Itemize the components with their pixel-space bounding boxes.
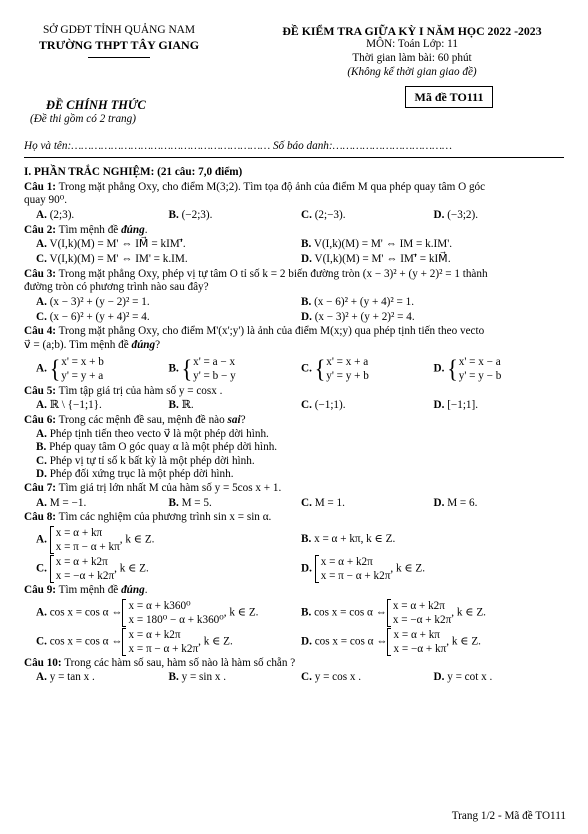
name-field-row: Họ và tên:…………………………………………………… Số báo danh:……………………………… — [24, 140, 452, 152]
option-text: V(I,k)(M) = M' ⇔ IM'⃗ = kIM⃗. — [314, 252, 451, 265]
option-letter: B. — [168, 208, 179, 221]
option-text: Phép đối xứng trục là một phép dời hình. — [49, 468, 234, 481]
option-d[interactable] — [434, 355, 567, 383]
options — [24, 555, 566, 583]
option-letter: A. — [36, 606, 47, 619]
option-c[interactable] — [301, 209, 434, 223]
question-text-end: . — [144, 223, 148, 236]
option-d[interactable] — [434, 497, 567, 511]
question-10 — [24, 657, 566, 671]
options — [24, 209, 566, 223]
brace-icon: { — [181, 353, 193, 383]
option-suffix: , k ∈ Z. — [446, 635, 481, 648]
question-text: Trong mặt phẳng Oxy, cho điểm M(3;2). Tìm tọa độ ảnh của điểm M qua phép quay tâm O góc — [56, 180, 486, 193]
option-b[interactable] — [24, 441, 566, 455]
option-text: (x − 6)² + (y + 4)² = 1. — [314, 295, 415, 308]
question-label: Câu 9: — [24, 584, 57, 597]
option-a[interactable] — [36, 526, 301, 554]
option-c[interactable] — [301, 355, 434, 383]
option-letter: D. — [301, 310, 312, 323]
equation-line: x' = x + b — [61, 355, 104, 368]
question-emphasis: sai — [227, 413, 241, 426]
questions — [24, 166, 566, 686]
bracket-icon — [50, 526, 54, 554]
option-text: (x − 3)² + (y + 2)² = 4. — [314, 310, 415, 323]
header-right — [262, 24, 562, 79]
option-letter: D. — [301, 562, 312, 575]
question-text: Trong mặt phẳng Oxy, cho điểm M'(x';y') là ảnh của điểm M(x;y) qua phép tịnh tiến theo vecto — [56, 325, 485, 338]
option-letter: B. — [168, 399, 179, 412]
question-4 — [24, 325, 566, 339]
school-name: TRƯỜNG THPT TÂY GIANG — [38, 37, 200, 52]
question-2 — [24, 224, 566, 238]
option-letter: B. — [168, 496, 179, 509]
option-text: x = α + kπ, k ∈ Z. — [314, 533, 396, 546]
brace-icon: { — [314, 353, 326, 383]
equation-system — [50, 355, 104, 383]
question-9 — [24, 584, 566, 598]
option-suffix: , k ∈ Z. — [119, 533, 155, 546]
option-text: (−3;2). — [447, 208, 479, 221]
question-label: Câu 5: — [24, 384, 57, 397]
option-text: (x − 6)² + (y + 4)² = 4. — [49, 310, 150, 323]
equation-line: x = α + kπ — [55, 527, 103, 540]
option-a[interactable] — [36, 355, 169, 383]
equation-line: x' = a − x — [193, 355, 236, 368]
bracket-icon — [122, 628, 126, 656]
option-text: y = tan x . — [49, 671, 95, 684]
equation-set — [122, 599, 223, 627]
option-c[interactable] — [301, 671, 434, 685]
equation-system — [182, 355, 236, 383]
option-d[interactable] — [24, 468, 566, 482]
equation-line: x = 180⁰ − α + k360⁰ — [128, 613, 224, 626]
question-label: Câu 2: — [24, 223, 57, 236]
question-5 — [24, 385, 566, 399]
equation-line: y' = y − b — [458, 369, 502, 382]
option-text: (−2;3). — [181, 208, 213, 221]
equation-line: x = −α + kπ — [393, 642, 447, 655]
question-3 — [24, 268, 566, 282]
option-text: (−1;1). — [314, 399, 346, 412]
equation-prefix: cos x = cos α ⇔ — [49, 606, 123, 619]
exam-code-box: Mã đề TO111 — [405, 86, 493, 108]
bracket-icon — [387, 599, 391, 627]
page-footer: Trang 1/2 - Mã đề TO111 — [451, 810, 566, 822]
option-suffix: , k ∈ Z. — [390, 562, 426, 575]
question-text: Tìm tập giá trị của hàm số y = cosx . — [56, 384, 223, 397]
options — [24, 253, 566, 267]
option-c[interactable] — [36, 253, 301, 267]
option-text: Phép vị tự tỉ số k bất kỳ là một phép dời hình. — [49, 454, 255, 467]
options — [24, 526, 566, 554]
question-label: Câu 3: — [24, 267, 57, 280]
equation-set — [122, 628, 198, 656]
option-text: ℝ. — [181, 399, 194, 412]
option-letter: C. — [301, 399, 312, 412]
option-text: y = cos x . — [314, 671, 362, 684]
question-7 — [24, 482, 566, 496]
question-text-cont — [24, 339, 566, 353]
option-c[interactable] — [301, 497, 434, 511]
question-emphasis: đúng — [131, 338, 156, 351]
equation-line: x = π − α + k2π — [320, 570, 391, 583]
option-text: (x − 3)² + (y − 2)² = 1. — [49, 295, 150, 308]
option-letter: B. — [36, 441, 47, 454]
header-left — [24, 24, 214, 58]
option-letter: C. — [36, 252, 47, 265]
pages-note: (Đề thi gồm có 2 trang) — [30, 113, 136, 125]
equation-set — [387, 599, 451, 627]
option-c[interactable] — [36, 311, 301, 325]
option-b[interactable] — [169, 671, 302, 685]
exam-title: ĐỀ KIỂM TRA GIỮA KỲ I NĂM HỌC 2022 -2023 — [282, 24, 542, 38]
question-text: Trong mặt phẳng Oxy, phép vị tự tâm O tỉ số k = 2 biến đường tròn (x − 3)² + (y + 2)² = 1 thành — [56, 267, 488, 280]
official-label: ĐỀ CHÍNH THỨC — [46, 98, 146, 112]
option-text: y = sin x . — [181, 671, 227, 684]
option-d[interactable] — [434, 399, 567, 413]
option-suffix: , k ∈ Z. — [198, 635, 233, 648]
option-c[interactable] — [301, 399, 434, 413]
question-6 — [24, 414, 566, 428]
equation-set — [50, 526, 120, 554]
question-text-end: . — [144, 584, 148, 597]
equation-line: y' = y + b — [326, 369, 369, 382]
option-text: (2;−3). — [314, 208, 346, 221]
option-text: V(I,k)(M) = M' ⇔ IM = k.IM'. — [313, 238, 453, 251]
option-b[interactable] — [301, 599, 566, 627]
section-title: I. PHẦN TRẮC NGHIỆM: (21 câu: 7,0 điểm) — [24, 166, 243, 178]
option-a[interactable] — [36, 296, 301, 310]
option-d[interactable] — [434, 209, 567, 223]
option-b[interactable] — [169, 355, 302, 383]
option-a[interactable] — [36, 497, 169, 511]
equation-set — [387, 628, 446, 656]
subject: MÔN: Toán Lớp: 11 — [366, 38, 458, 51]
option-b[interactable] — [169, 497, 302, 511]
option-letter: B. — [301, 533, 312, 546]
bracket-icon — [387, 628, 391, 656]
option-letter: C. — [301, 671, 312, 684]
option-letter: D. — [301, 635, 312, 648]
options — [24, 355, 566, 383]
equation-line: x = π − α + k2π — [128, 642, 199, 655]
option-a[interactable] — [36, 238, 301, 252]
equation-line: y' = b − y — [193, 369, 236, 382]
option-text: ℝ \ {−1;1}. — [49, 399, 102, 412]
bracket-icon — [122, 599, 126, 627]
options — [24, 628, 566, 656]
option-d[interactable] — [301, 311, 566, 325]
option-letter: A. — [36, 362, 47, 375]
bracket-icon — [315, 555, 319, 583]
option-letter: C. — [36, 562, 47, 575]
option-letter: A. — [36, 671, 47, 684]
question-text: Tìm mệnh đề — [56, 223, 122, 236]
option-d[interactable] — [301, 628, 566, 656]
equation-line: x = α + k2π — [55, 556, 108, 569]
option-letter: C. — [36, 454, 47, 467]
brace-icon: { — [447, 353, 458, 383]
equation-system — [447, 355, 501, 383]
option-letter: A. — [36, 533, 47, 546]
equation-line: x = π − α + kπ — [55, 541, 120, 554]
option-b[interactable] — [301, 238, 566, 252]
question-label: Câu 1: — [24, 180, 57, 193]
option-letter: A. — [36, 295, 47, 308]
option-letter: B. — [301, 606, 312, 619]
equation-line: y' = y + a — [61, 369, 104, 382]
option-a[interactable] — [24, 428, 566, 442]
question-text-end: ? — [240, 413, 246, 426]
option-letter: A. — [36, 399, 47, 412]
department: SỞ GDĐT TỈNH QUẢNG NAM — [42, 24, 196, 36]
option-suffix: , k ∈ Z. — [223, 606, 259, 619]
option-letter: D. — [433, 362, 445, 375]
question-text: Tìm giá trị lớn nhất M của hàm số y = 5cos x + 1. — [56, 482, 282, 495]
equation-prefix: cos x = cos α ⇔ — [49, 635, 123, 648]
option-b[interactable] — [169, 399, 302, 413]
question-text-end: ? — [155, 338, 161, 351]
divider — [24, 157, 564, 158]
option-c[interactable] — [24, 455, 566, 469]
option-letter: B. — [301, 295, 312, 308]
option-d[interactable] — [434, 671, 567, 685]
option-letter: C. — [301, 208, 312, 221]
equation-line: x = α + kπ — [393, 628, 440, 641]
option-letter: C. — [301, 496, 312, 509]
option-letter: A. — [36, 496, 47, 509]
equation-line: x' = x + a — [326, 355, 369, 368]
option-c[interactable] — [36, 555, 301, 583]
option-letter: A. — [36, 238, 47, 251]
equation-line: x = α + k2π — [320, 556, 373, 569]
time-note: (Không kể thời gian giao đề) — [347, 65, 477, 78]
option-text: M = 6. — [447, 496, 478, 509]
question-emphasis: đúng — [121, 584, 145, 597]
equation-system — [315, 355, 369, 383]
question-text-cont: đường tròn có phương trình nào sau đây? — [24, 281, 209, 294]
bracket-icon — [50, 555, 54, 583]
time-limit: Thời gian làm bài: 60 phút — [352, 52, 472, 65]
question-emphasis: đúng — [121, 223, 145, 236]
option-b[interactable] — [301, 533, 566, 547]
question-1 — [24, 181, 566, 195]
option-text: V(I,k)(M) = M' ⇔ IM⃗ = kIM'⃗. — [49, 238, 186, 251]
equation-set — [50, 555, 114, 583]
equation-line: x = α + k2π — [392, 599, 445, 612]
question-8 — [24, 511, 566, 525]
option-letter: B. — [168, 362, 179, 375]
option-letter: D. — [301, 252, 312, 265]
option-suffix: , k ∈ Z. — [451, 606, 486, 619]
option-d[interactable] — [301, 555, 566, 583]
option-text: [−1;1]. — [447, 399, 479, 412]
divider — [88, 57, 150, 58]
question-text: v⃗ = (a;b). Tìm mệnh đề — [24, 338, 132, 351]
option-suffix: , k ∈ Z. — [114, 562, 149, 575]
options — [24, 296, 566, 310]
question-label: Câu 8: — [24, 511, 57, 524]
option-text: (2;3). — [49, 208, 75, 221]
option-a[interactable] — [36, 209, 169, 223]
question-text: Tìm mệnh đề — [56, 584, 122, 597]
option-letter: D. — [36, 468, 47, 481]
option-letter: D. — [433, 399, 445, 412]
options — [24, 599, 566, 627]
question-label: Câu 4: — [24, 325, 57, 338]
question-text: Trong các hàm số sau, hàm số nào là hàm số chẵn ? — [61, 656, 296, 669]
option-letter: C. — [301, 362, 312, 375]
option-text: M = −1. — [49, 496, 87, 509]
option-letter: A. — [36, 427, 47, 440]
options — [24, 671, 566, 685]
question-text-cont: quay 90⁰. — [24, 194, 68, 207]
option-letter: D. — [433, 208, 445, 221]
option-text: M = 5. — [181, 496, 212, 509]
option-text: V(I,k)(M) = M' ⇔ IM' = k.IM. — [49, 252, 188, 265]
equation-set — [315, 555, 391, 583]
option-text: Phép quay tâm O góc quay α là một phép dời hình. — [49, 441, 278, 454]
equation-line: x = −α + k2π — [55, 570, 115, 583]
option-letter: B. — [168, 671, 179, 684]
option-letter: C. — [36, 635, 47, 648]
option-letter: D. — [433, 671, 445, 684]
brace-icon: { — [49, 353, 61, 383]
equation-prefix: cos x = cos α ⇔ — [314, 635, 388, 648]
option-b[interactable] — [301, 296, 566, 310]
option-a[interactable] — [36, 599, 301, 627]
question-text: Trong các mệnh đề sau, mệnh đề nào — [56, 413, 228, 426]
option-text: Phép tịnh tiến theo vecto v⃗ là một phép dời hình. — [49, 427, 269, 440]
question-label: Câu 10: — [24, 656, 62, 669]
equation-line: x = −α + k2π — [392, 613, 452, 626]
options — [24, 399, 566, 413]
option-text: y = cot x . — [447, 671, 493, 684]
equation-prefix: cos x = cos α ⇔ — [314, 606, 387, 619]
options — [24, 497, 566, 511]
option-letter: C. — [36, 310, 47, 323]
option-letter: B. — [301, 238, 312, 251]
question-label: Câu 6: — [24, 413, 57, 426]
option-c[interactable] — [36, 628, 301, 656]
equation-line: x' = x − a — [458, 355, 501, 368]
equation-line: x = α + k2π — [128, 628, 181, 641]
question-text: Tìm các nghiệm của phương trình sin x = sin α. — [56, 511, 272, 524]
option-a[interactable] — [36, 671, 169, 685]
options — [24, 238, 566, 252]
equation-line: x = α + k360⁰ — [128, 599, 191, 612]
option-b[interactable] — [169, 209, 302, 223]
option-a[interactable] — [36, 399, 169, 413]
question-label: Câu 7: — [24, 482, 57, 495]
option-letter: A. — [36, 208, 47, 221]
option-d[interactable] — [301, 253, 566, 267]
option-letter: D. — [433, 496, 445, 509]
option-text: M = 1. — [314, 496, 345, 509]
options — [24, 311, 566, 325]
